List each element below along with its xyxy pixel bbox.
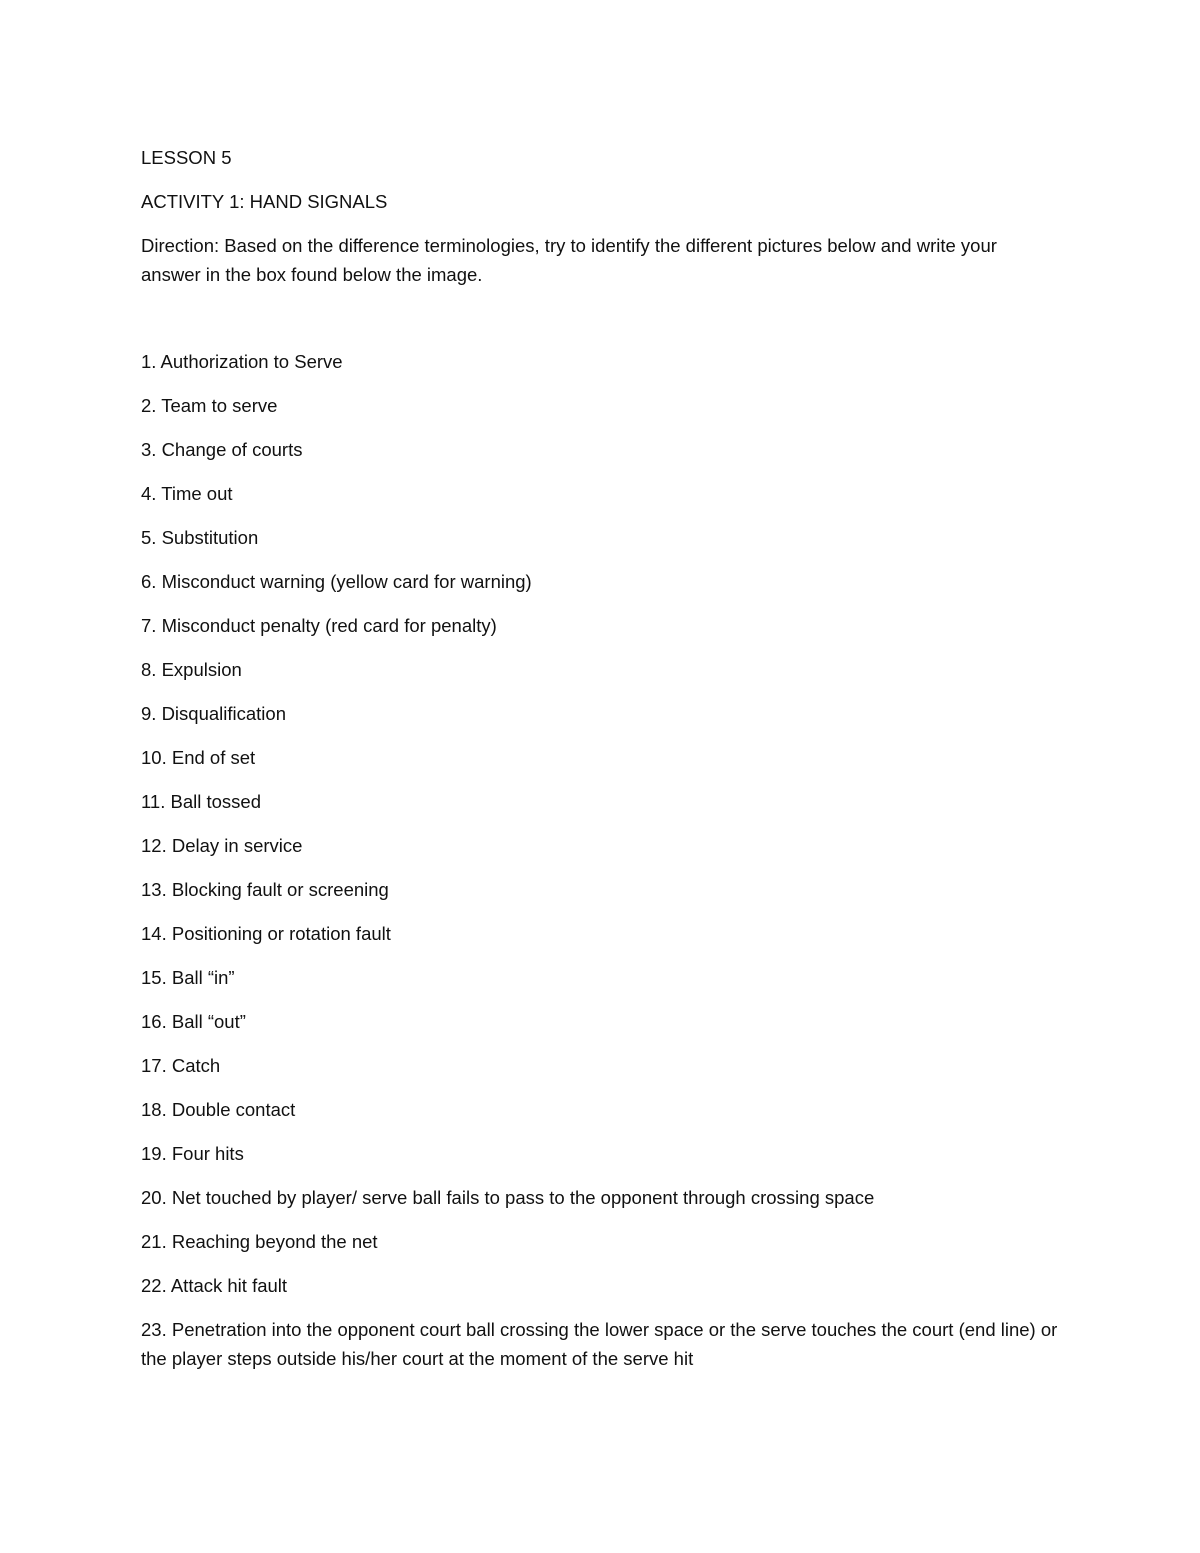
list-item: 20. Net touched by player/ serve ball fails to pass to the opponent through crossing space xyxy=(141,1187,875,1208)
list-item: 13. Blocking fault or screening xyxy=(141,879,389,900)
list-item: 21. Reaching beyond the net xyxy=(141,1231,378,1252)
list-item: 10. End of set xyxy=(141,747,256,768)
activity-title: ACTIVITY 1: HAND SIGNALS xyxy=(141,191,388,212)
list-item: 6. Misconduct warning (yellow card for warning) xyxy=(141,571,532,592)
list-item: 4. Time out xyxy=(141,483,233,504)
list-item: 9. Disqualification xyxy=(141,703,286,724)
list-item: 3. Change of courts xyxy=(141,439,303,460)
list-item: 11. Ball tossed xyxy=(141,791,261,812)
list-item: 17. Catch xyxy=(141,1055,221,1076)
list-item: 22. Attack hit fault xyxy=(141,1275,288,1296)
list-item: 18. Double contact xyxy=(141,1099,296,1120)
list-item: 7. Misconduct penalty (red card for penalty) xyxy=(141,615,497,636)
list-item: 5. Substitution xyxy=(141,527,259,548)
list-item: 14. Positioning or rotation fault xyxy=(141,923,391,944)
list-item: 23. Penetration into the opponent court ball crossing the lower space or the serve touches the court (end line) or the player steps outside his/her court at the moment of the serve hit xyxy=(141,1319,1058,1369)
direction-text: Direction: Based on the difference terminologies, try to identify the different pictures below and write your answer in the box found below the image. xyxy=(141,235,997,285)
list-item: 19. Four hits xyxy=(141,1143,244,1164)
list-item: 1. Authorization to Serve xyxy=(141,351,343,372)
list-item: 12. Delay in service xyxy=(141,835,303,856)
signal-list xyxy=(141,347,1061,1373)
list-item: 15. Ball “in” xyxy=(141,967,235,988)
lesson-title: LESSON 5 xyxy=(141,147,232,168)
document-content xyxy=(141,143,1061,1388)
list-item: 2. Team to serve xyxy=(141,395,278,416)
list-item: 8. Expulsion xyxy=(141,659,242,680)
list-item: 16. Ball “out” xyxy=(141,1011,246,1032)
